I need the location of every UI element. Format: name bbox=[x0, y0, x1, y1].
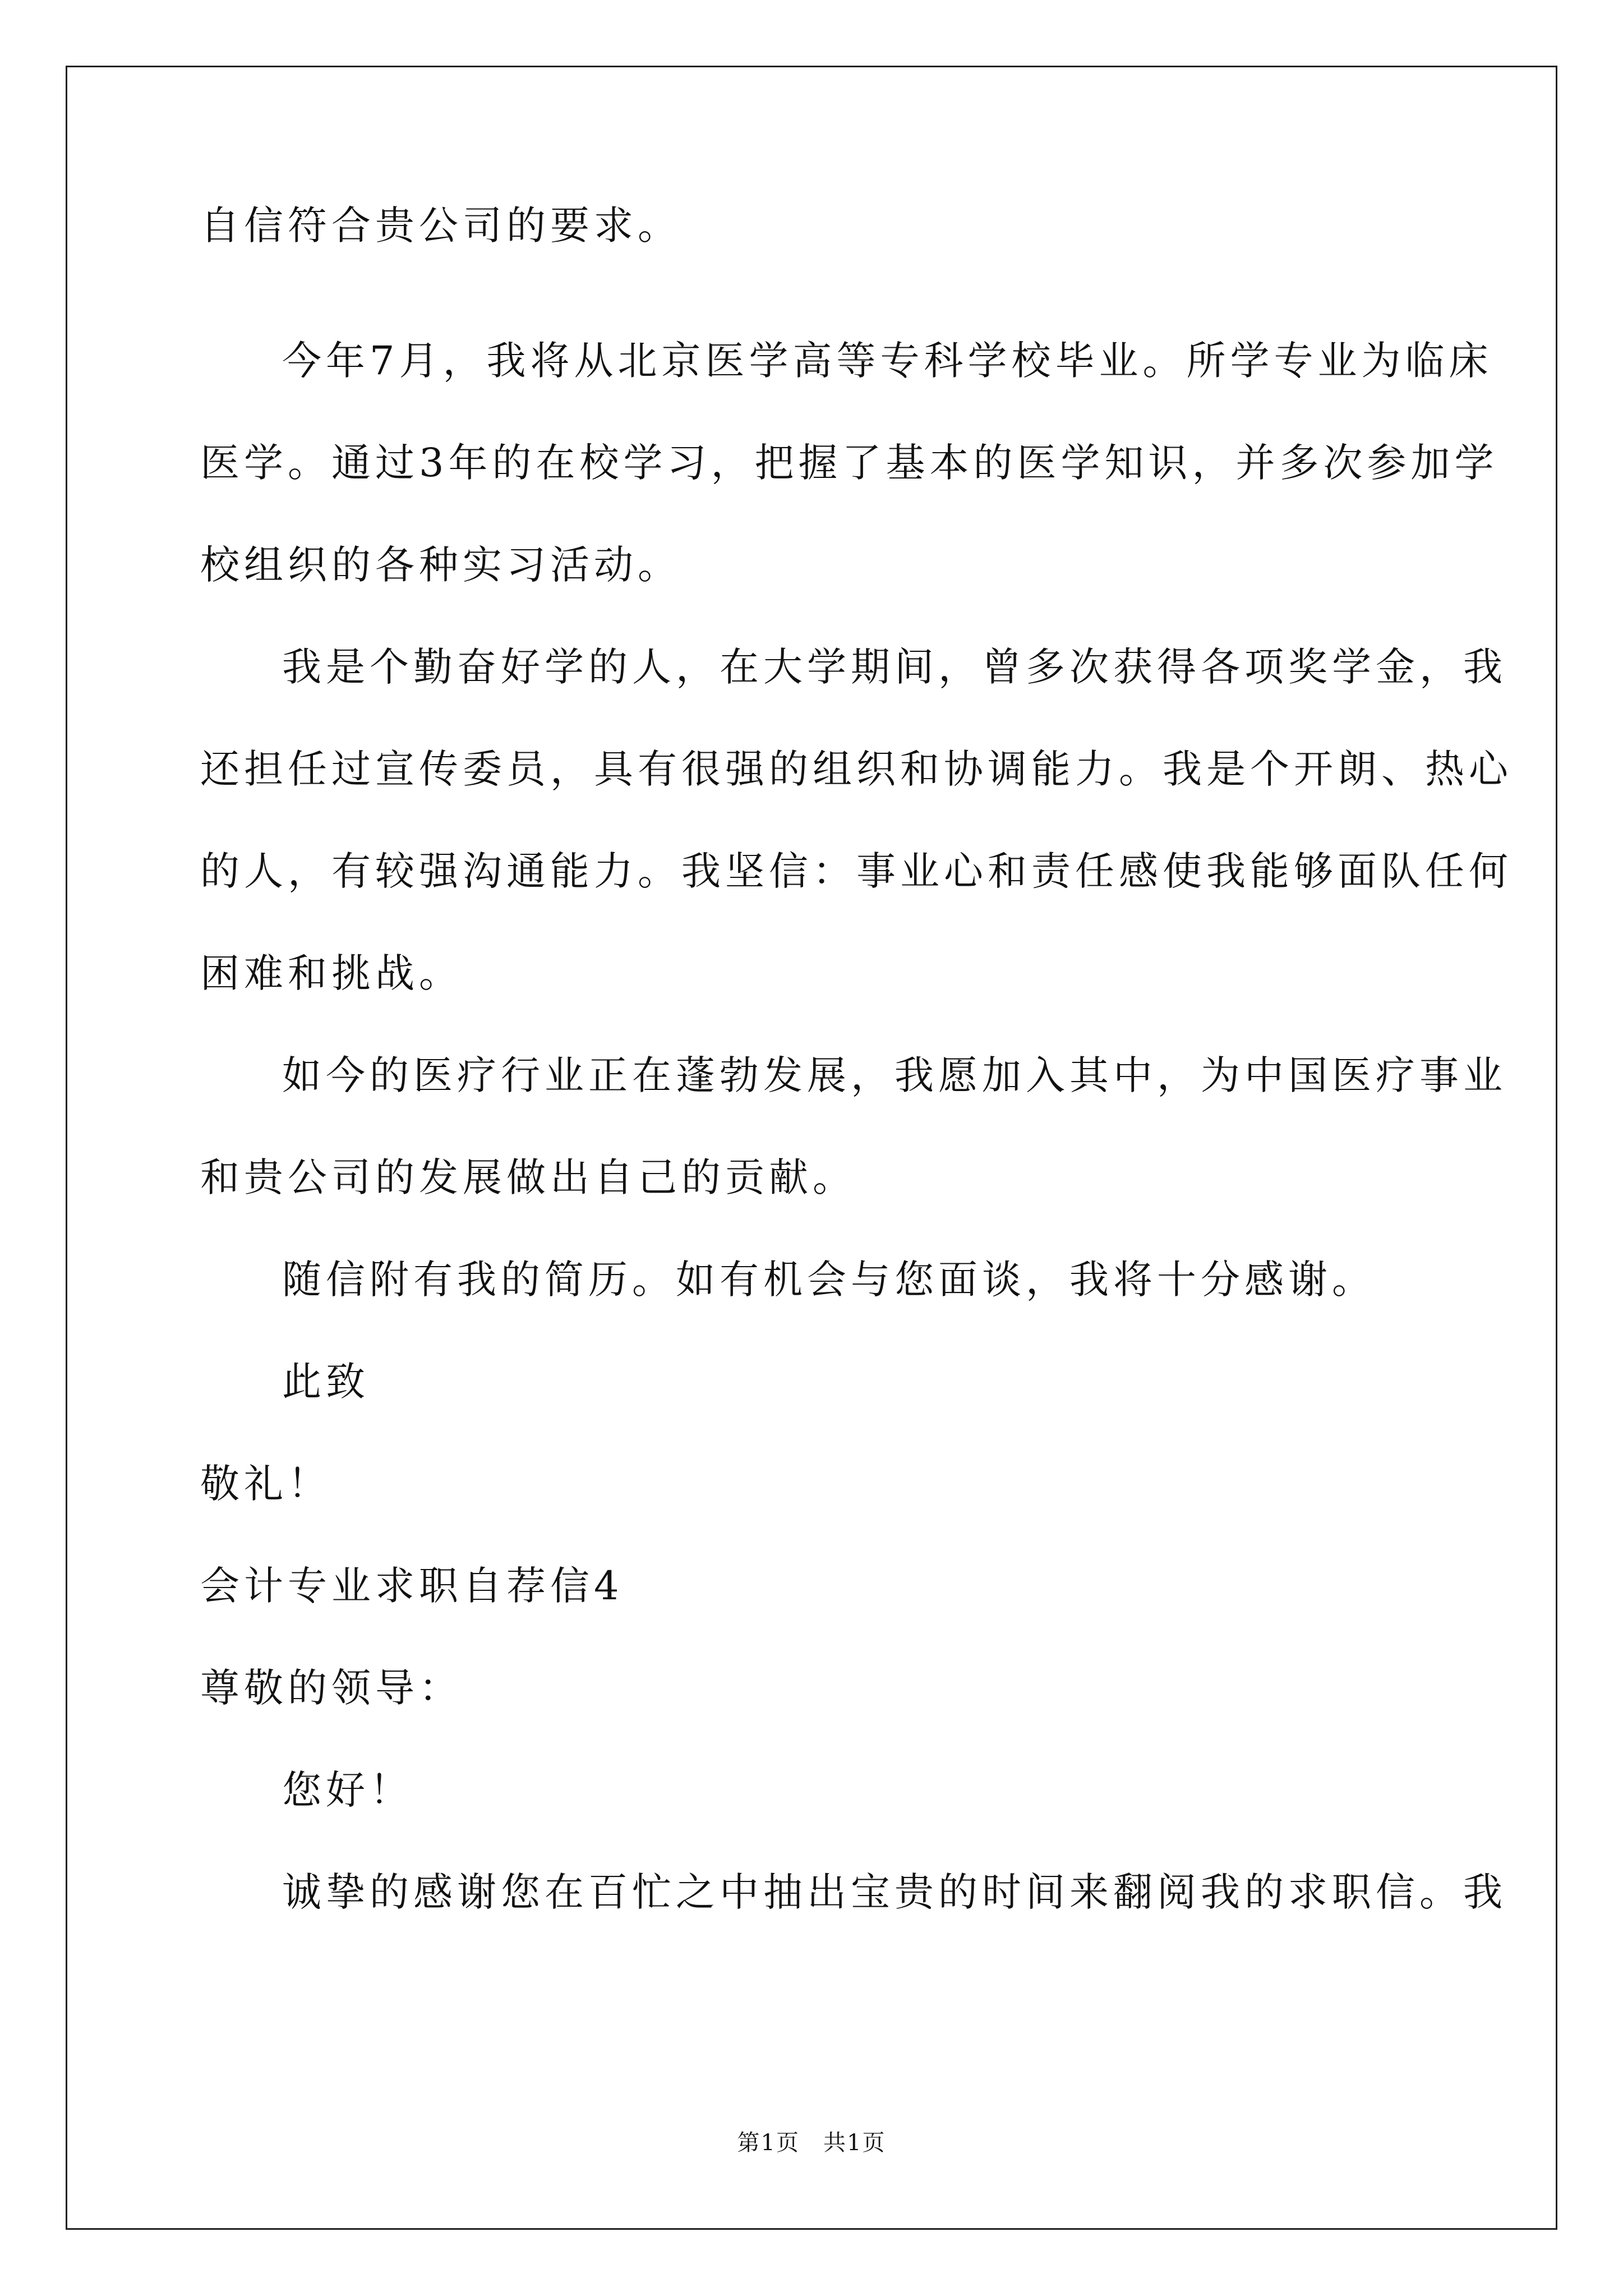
text-line: 还担任过宣传委员，具有很强的组织和协调能力。我是个开朗、热心 bbox=[200, 746, 1513, 792]
text-line: 随信附有我的简历。如有机会与您面谈，我将十分感谢。 bbox=[282, 1257, 1376, 1303]
text-line: 困难和挑战。 bbox=[200, 950, 463, 996]
text-line: 我是个勤奋好学的人，在大学期间，曾多次获得各项奖学金，我 bbox=[282, 644, 1507, 690]
text-line: 校组织的各种实习活动。 bbox=[200, 542, 681, 588]
text-line: 诚挚的感谢您在百忙之中抽出宝贵的时间来翻阅我的求职信。我 bbox=[282, 1869, 1507, 1915]
text-line: 今年7月，我将从北京医学高等专科学校毕业。所学专业为临床 bbox=[282, 338, 1493, 384]
text-line: 医学。通过3年的在校学习，把握了基本的医学知识，并多次参加学 bbox=[200, 440, 1498, 486]
page-number: 第1页 共1页 bbox=[737, 2130, 886, 2156]
text-line: 和贵公司的发展做出自己的贡献。 bbox=[200, 1154, 856, 1200]
text-line: 此致 bbox=[282, 1359, 370, 1405]
text-line: 如今的医疗行业正在蓬勃发展，我愿加入其中，为中国医疗事业 bbox=[282, 1052, 1507, 1098]
text-line: 敬礼！ bbox=[200, 1461, 331, 1507]
greeting: 您好！ bbox=[282, 1767, 413, 1813]
text-line: 的人，有较强沟通能力。我坚信：事业心和责任感使我能够面队任何 bbox=[200, 848, 1513, 894]
text-line: 自信符合贵公司的要求。 bbox=[200, 203, 681, 249]
salutation: 尊敬的领导： bbox=[200, 1665, 463, 1711]
section-heading: 会计专业求职自荐信4 bbox=[200, 1563, 624, 1609]
